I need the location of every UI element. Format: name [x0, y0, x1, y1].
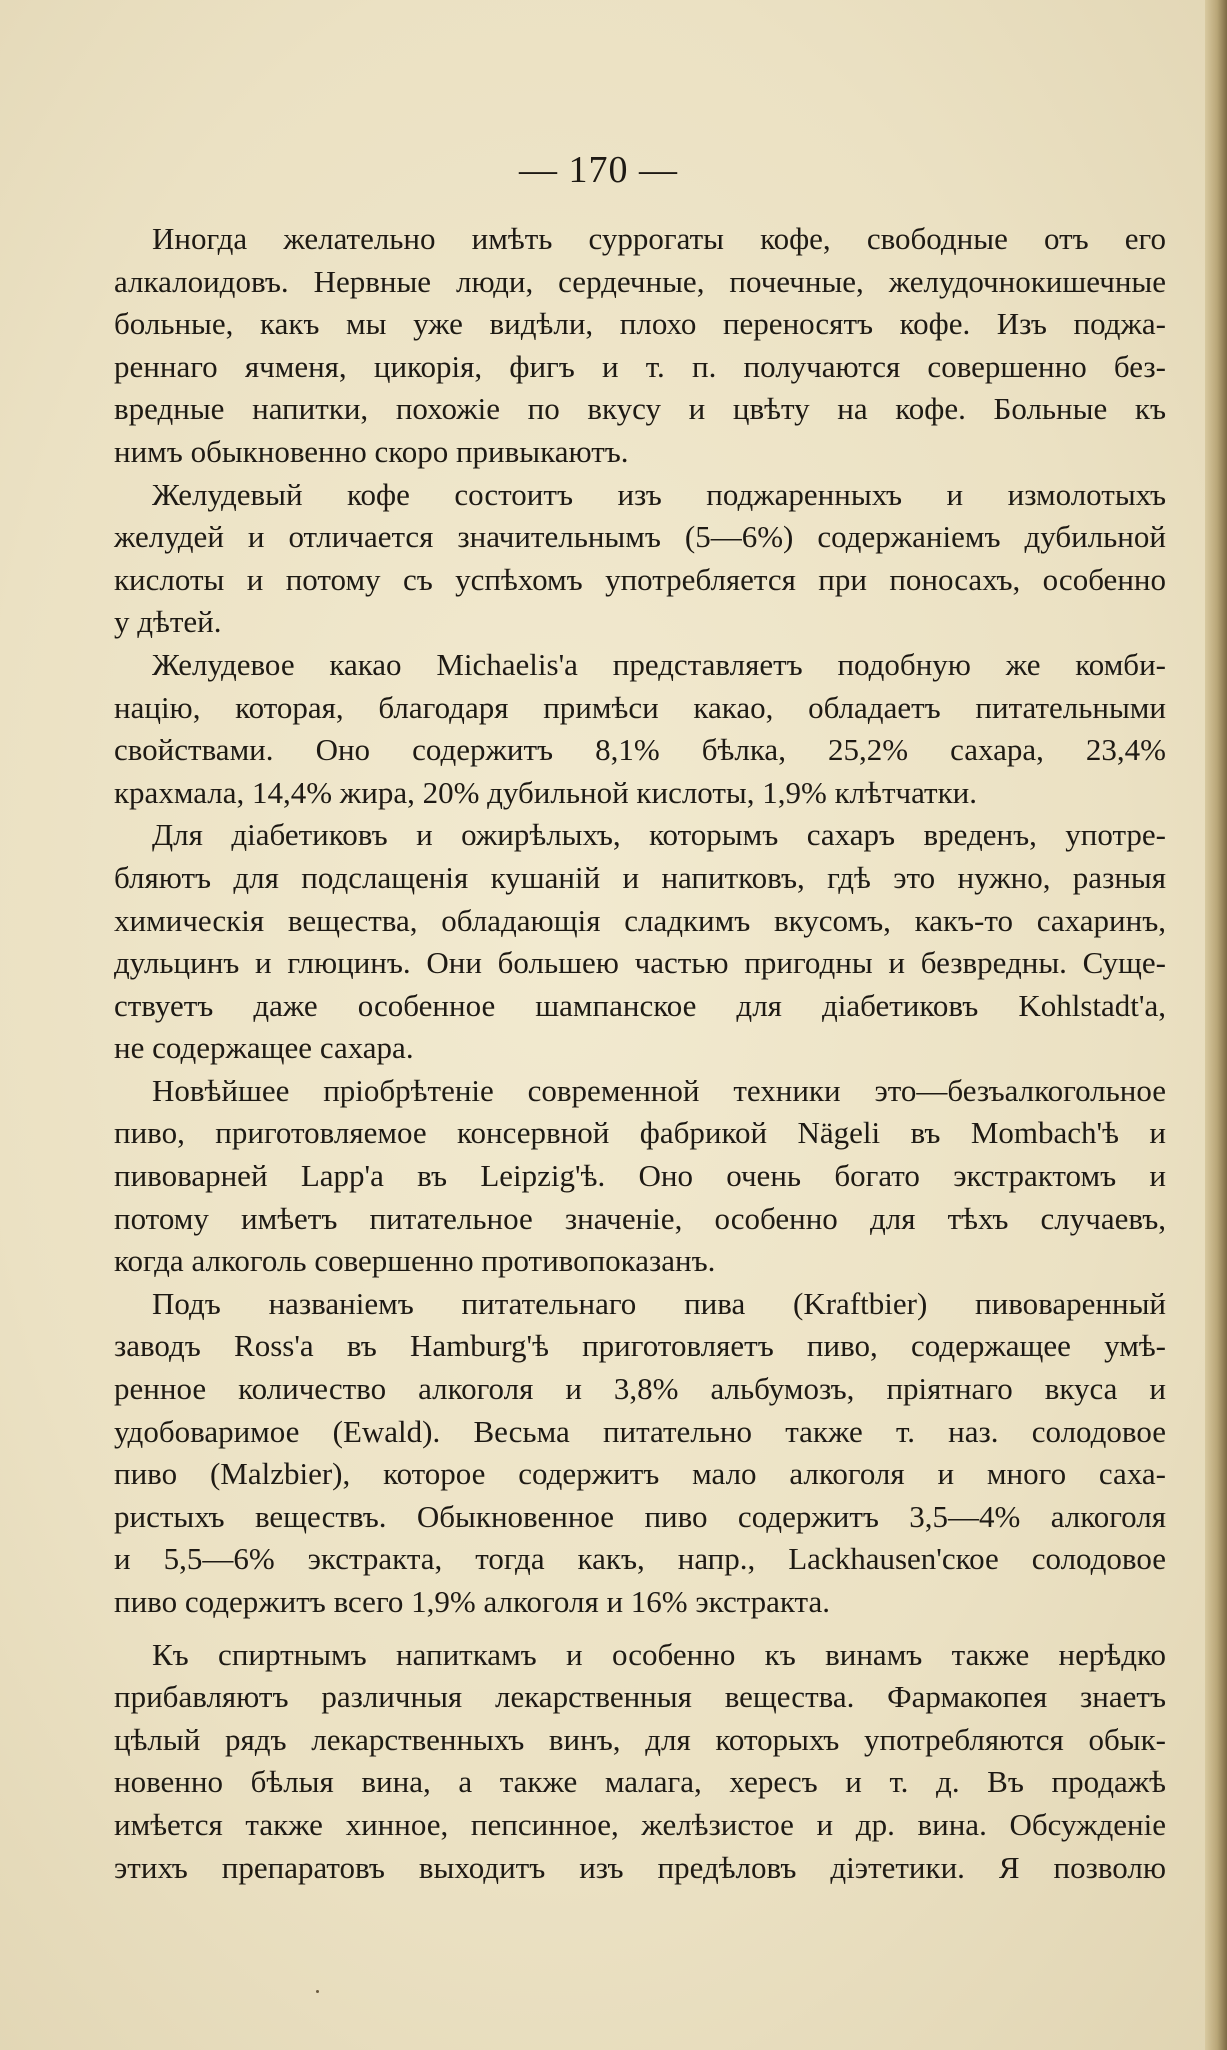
text-line: свойствами. Оно содержитъ 8,1% бѣлка, 25,2% сахара, 23,4%: [114, 732, 1166, 768]
text-line: удобоваримое (Ewald). Весьма питательно также т. наз. солодовое: [114, 1413, 1166, 1449]
print-speck: [316, 1990, 319, 1993]
text-line: дульцинъ и глюцинъ. Они большею частью пригодны и безвредны. Суще-: [114, 945, 1166, 981]
text-line: больные, какъ мы уже видѣли, плохо переносятъ кофе. Изъ поджа-: [114, 306, 1166, 342]
text-line: потому имѣетъ питательное значеніе, особенно для тѣхъ случаевъ,: [114, 1200, 1166, 1236]
page-edge-shadow: [1205, 0, 1227, 2050]
text-line: имѣется также хинное, пепсинное, желѣзистое и др. вина. Обсужденіе: [114, 1806, 1166, 1842]
text-line: нимъ обыкновенно скоро привыкаютъ.: [114, 433, 629, 469]
text-line: Иногда желательно имѣть суррогаты кофе, свободные отъ его: [152, 221, 1166, 256]
text-line: пивоварней Lapp'а въ Leipzig'ѣ. Оно очень богато экстрактомъ и: [114, 1158, 1166, 1194]
text-line: крахмала, 14,4% жира, 20% дубильной кислоты, 1,9% клѣтчатки.: [114, 774, 977, 810]
text-line: Новѣйшее пріобрѣтеніе современной техники это—безъалкогольное: [152, 1072, 1166, 1108]
text-line: Для діабетиковъ и ожирѣлыхъ, которымъ сахаръ вреденъ, употре-: [152, 817, 1166, 853]
text-line: Желудевый кофе состоитъ изъ поджаренныхъ и измолотыхъ: [152, 476, 1166, 512]
text-line: не содержащее сахара.: [114, 1030, 414, 1066]
body-text: [114, 218, 1166, 1889]
page-number: — 170 —: [519, 149, 678, 191]
text-line: ствуетъ даже особенное шампанское для діабетиковъ Kohlstadt'а,: [114, 987, 1166, 1023]
text-line: вредные напитки, похожіе по вкусу и цвѣту на кофе. Больные къ: [114, 391, 1166, 427]
text-line: пиво содержитъ всего 1,9% алкоголя и 16% экстракта.: [114, 1584, 830, 1619]
text-line: этихъ препаратовъ выходитъ изъ предѣловъ діэтетики. Я позволю: [114, 1849, 1166, 1885]
text-line: желудей и отличается значительнымъ (5—6%) содержаніемъ дубильной: [114, 519, 1166, 555]
text-line: ренное количество алкоголя и 3,8% альбумозъ, пріятнаго вкуса и: [114, 1371, 1166, 1407]
text-line: когда алкоголь совершенно противопоказанъ.: [114, 1243, 716, 1279]
text-line: химическія вещества, обладающія сладкимъ вкусомъ, какъ-то сахаринъ,: [114, 902, 1166, 938]
text-line: Подъ названіемъ питательнаго пива (Kraftbier) пивоваренный: [152, 1285, 1166, 1321]
text-line: и 5,5—6% экстракта, тогда какъ, напр., Lackhausen'ское солодовое: [114, 1541, 1166, 1577]
text-line: прибавляютъ различныя лекарственныя вещества. Фармакопея знаетъ: [114, 1679, 1166, 1715]
text-line: реннаго ячменя, цикорія, фигъ и т. п. получаются совершенно без-: [114, 348, 1166, 384]
text-line: кислоты и потому съ успѣхомъ употребляется при поносахъ, особенно: [114, 561, 1166, 597]
text-line: бляютъ для подслащенія кушаній и напитковъ, гдѣ это нужно, разныя: [114, 859, 1166, 895]
text-line: націю, которая, благодаря примѣси какао, обладаетъ питательными: [114, 689, 1166, 725]
text-line: Желудевое какао Michaelis'а представляетъ подобную же комби-: [152, 646, 1166, 682]
text-line: заводъ Ross'а въ Hamburg'ѣ приготовляетъ пиво, содержащее умѣ-: [114, 1328, 1166, 1364]
text-line: алкалоидовъ. Нервные люди, сердечные, почечные, желудочнокишечные: [114, 263, 1166, 299]
text-line: новенно бѣлыя вина, а также малага, хересъ и т. д. Въ продажѣ: [114, 1764, 1166, 1800]
text-line: пиво, приготовляемое консервной фабрикой Nägeli въ Mombach'ѣ и: [114, 1115, 1166, 1151]
text-line: у дѣтей.: [114, 604, 222, 640]
text-line: цѣлый рядъ лекарственныхъ винъ, для которыхъ употребляются обык-: [114, 1721, 1166, 1757]
text-line: ристыхъ веществъ. Обыкновенное пиво содержитъ 3,5—4% алкоголя: [114, 1498, 1166, 1534]
text-line: Къ спиртнымъ напиткамъ и особенно къ винамъ также нерѣдко: [152, 1636, 1166, 1672]
text-line: пиво (Malzbier), которое содержитъ мало алкоголя и много саха-: [114, 1456, 1166, 1492]
